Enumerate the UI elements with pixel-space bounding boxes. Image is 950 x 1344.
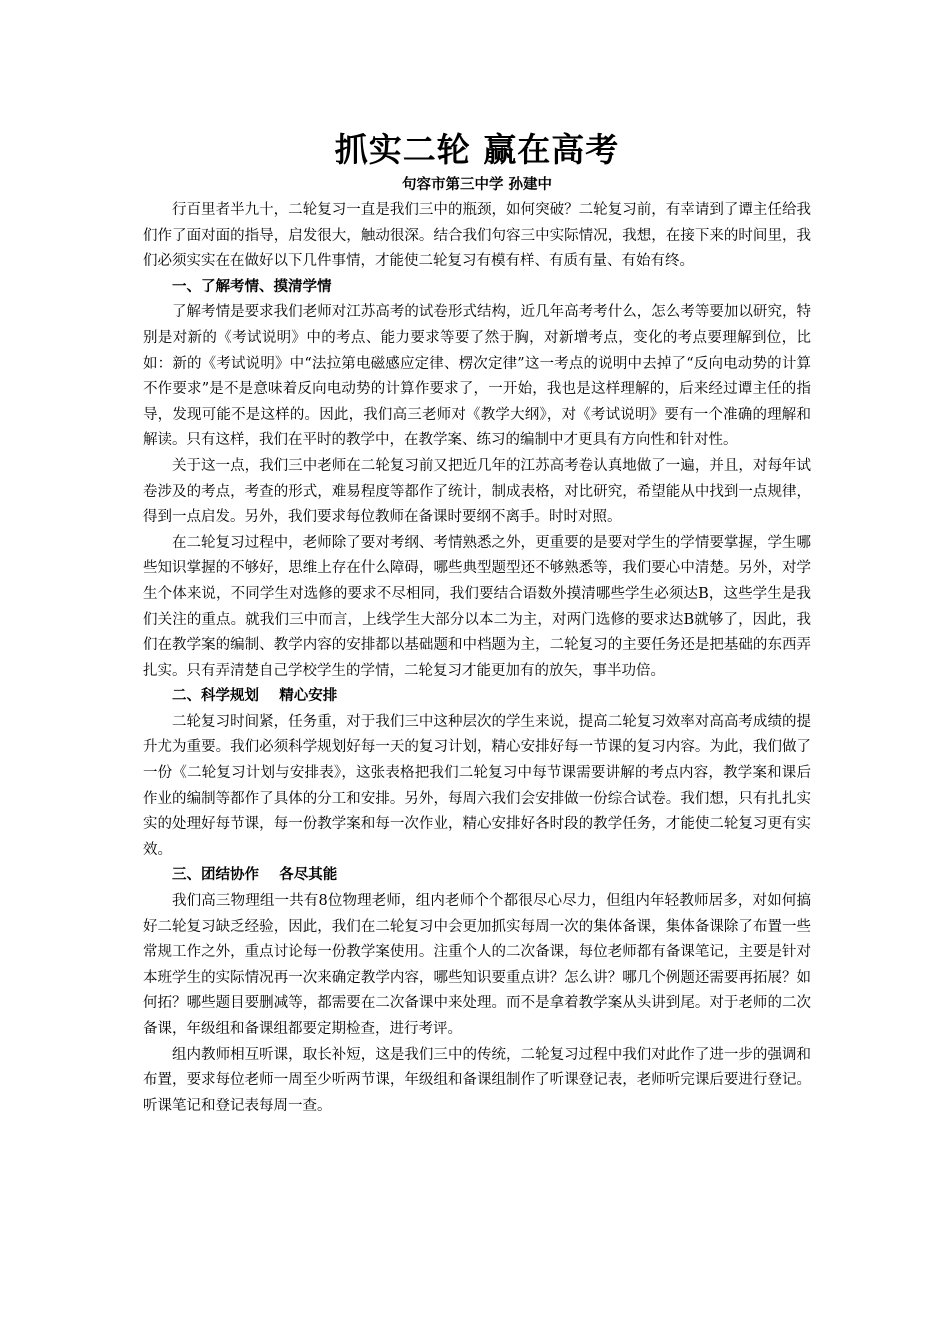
document-page [143,128,811,1119]
section-1-paragraph-3: 在二轮复习过程中，老师除了要对考纲、考情熟悉之外，更重要的是要对学生的学情要掌握，学生哪些知识掌握的不够好，思维上存在什么障碍，哪些典型题型还不够熟悉等，我们要心中清楚。另外，对学生个体来说，不同学生对选修的要求不尽相同，我们要结合语数外摸清哪些学生必须达B，这些学生是我们关注的重点。就我们三中而言，上线学生大部分以本二为主，对两门选修的要求达B就够了，因此，我们在教学案的编制、教学内容的安排都以基础题和中档题为主，二轮复习的主要任务还是把基础的东西弄扎实。只有弄清楚自己学校学生的学情，二轮复习才能更加有的放矢，事半功倍。 [143,534,811,679]
section-1-paragraph-2: 关于这一点，我们三中老师在二轮复习前又把近几年的江苏高考卷认真地做了一遍，并且，对每年试卷涉及的考点，考查的形式，难易程度等都作了统计，制成表格，对比研究，希望能从中找到一点规律，得到一点启发。另外，我们要求每位教师在备课时要纲不离手。时时对照。 [143,457,811,526]
section-heading-2: 二、科学规划 精心安排 [172,688,338,705]
section-1-paragraph-1: 了解考情是要求我们老师对江苏高考的试卷形式结构，近几年高考考什么，怎么考等要加以研究，特别是对新的《考试说明》中的考点、能力要求等要了然于胸，对新增考点，变化的考点要理解到位，比如：新的《考试说明》中“法拉第电磁感应定律、楞次定律”这一考点的说明中去掉了“反向电动势的计算不作要求”是不是意味着反向电动势的计算作要求了，一开始，我也是这样理解的，后来经过谭主任的指导，发现可能不是这样的。因此，我们高三老师对《教学大纲》，对《考试说明》要有一个准确的理解和解读。只有这样，我们在平时的教学中，在教学案、练习的编制中才更具有方向性和针对性。 [143,304,811,449]
section-heading-1: 一、了解考情、摸清学情 [172,278,332,295]
document-title: 抓实二轮 赢在高考 [334,130,620,169]
author-byline: 句容市第三中学 孙建中 [401,177,553,193]
section-heading-3: 三、团结协作 各尽其能 [172,867,338,884]
section-3-paragraph-2: 组内教师相互听课，取长补短，这是我们三中的传统，二轮复习过程中我们对此作了进一步的强调和布置，要求每位老师一周至少听两节课，年级组和备课组制作了听课登记表，老师听完课后要进行登记。听课笔记和登记表每周一查。 [143,1046,811,1114]
section-3-paragraph-1: 我们高三物理组一共有8位物理老师，组内老师个个都很尽心尽力，但组内年轻教师居多，对如何搞好二轮复习缺乏经验，因此，我们在二轮复习中会更加抓实每周一次的集体备课，集体备课除了布置一些常规工作之外，重点讨论每一份教学案使用。注重个人的二次备课，每位老师都有备课笔记，主要是针对本班学生的实际情况再一次来确定教学内容，哪些知识要重点讲？怎么讲？哪几个例题还需要再拓展？如何拓？哪些题目要删减等，都需要在二次备课中来处理。而不是拿着教学案从头讲到尾。对于老师的二次备课，年级组和备课组都要定期检查，进行考评。 [143,893,811,1037]
section-2-paragraph-1: 二轮复习时间紧，任务重，对于我们三中这种层次的学生来说，提高二轮复习效率对高高考成绩的提升尤为重要。我们必须科学规划好每一天的复习计划，精心安排好每一节课的复习内容。为此，我们做了一份《二轮复习计划与安排表》，这张表格把我们二轮复习中每节课需要讲解的考点内容，教学案和课后作业的编制等都作了具体的分工和安排。另外，每周六我们会安排做一份综合试卷。我们想，只有扎扎实实的处理好每节课，每一份教学案和每一次作业，精心安排好各时段的教学任务，才能使二轮复习更有实效。 [143,713,811,858]
intro-paragraph: 行百里者半九十，二轮复习一直是我们三中的瓶颈，如何突破？二轮复习前，有幸请到了谭主任给我们作了面对面的指导，启发很大，触动很深。结合我们句容三中实际情况，我想，在接下来的时间里，我们必须实实在在做好以下几件事情，才能使二轮复习有模有样、有质有量、有始有终。 [143,202,811,270]
